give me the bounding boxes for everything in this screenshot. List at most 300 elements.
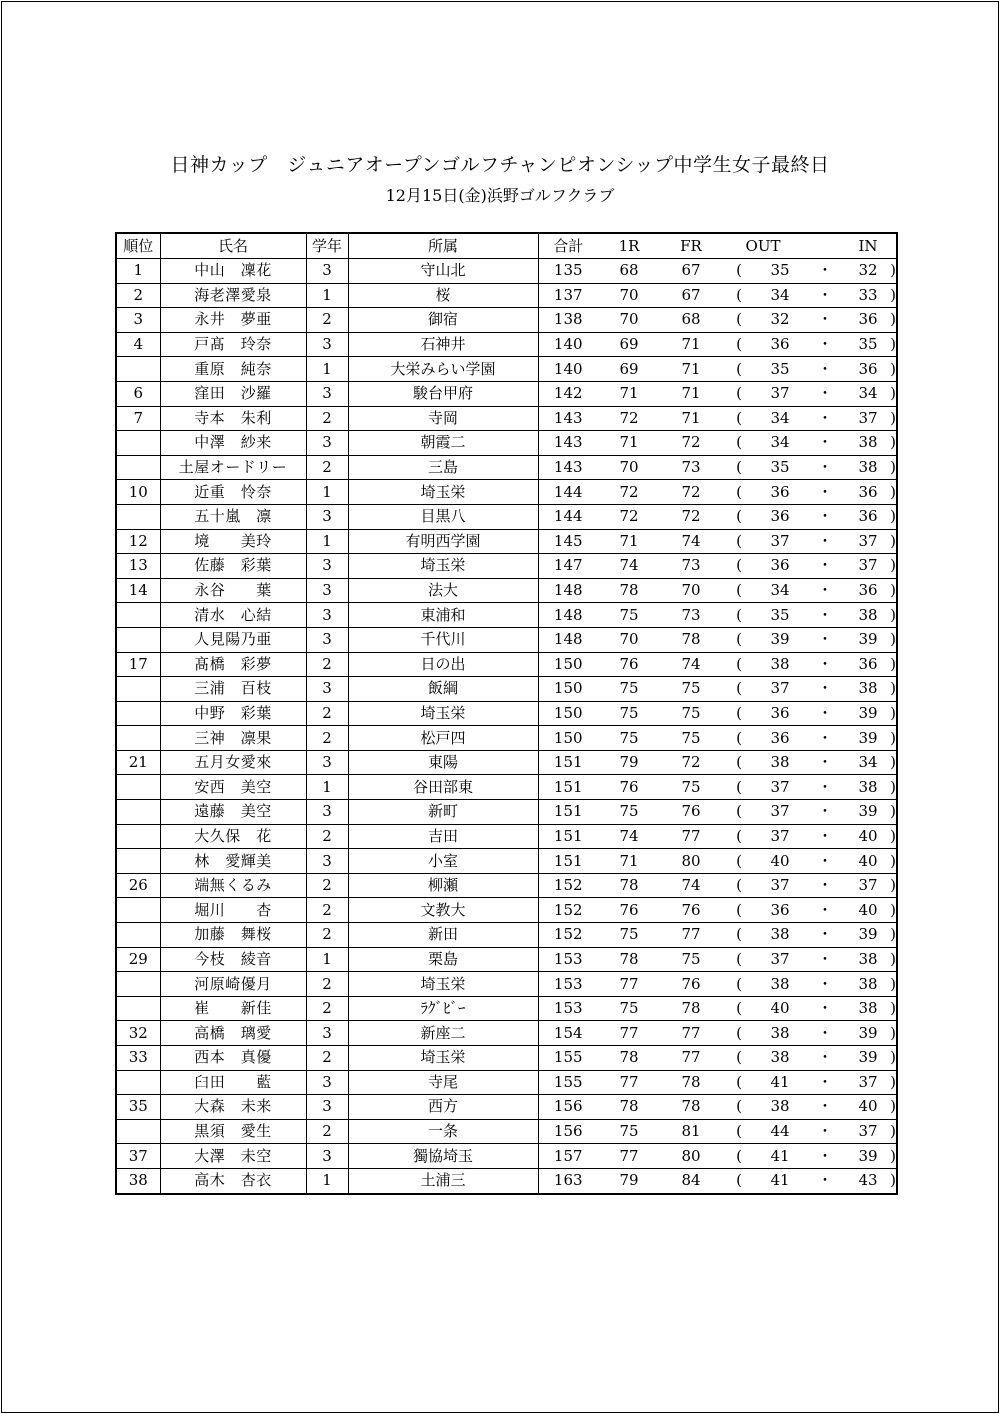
paren-open: ( [722,1144,756,1169]
paren-close: ) [890,1070,897,1095]
cell-in: 39 [846,1021,890,1046]
paren-close: ) [890,357,897,382]
table-row [116,1070,897,1095]
cell-club: 寺尾 [348,1070,538,1095]
cell-rank [116,996,160,1021]
cell-final-round: 72 [660,504,722,529]
cell-name: 近重 怜奈 [160,480,306,505]
paren-close: ) [890,578,897,603]
paren-open: ( [722,381,756,406]
cell-in: 36 [846,578,890,603]
cell-name: 高橋 璃愛 [160,1021,306,1046]
cell-club: 埼玉栄 [348,701,538,726]
cell-grade: 2 [306,455,348,480]
table-row [116,677,897,702]
paren-close: ) [890,1171,896,1190]
separator-dot: ・ [804,332,846,357]
header-row [116,233,897,259]
cell-out: 36 [756,701,804,726]
cell-total: 163 [553,1171,583,1190]
cell-total: 154 [538,1021,598,1046]
cell-name: 中山 凜花 [160,259,306,284]
cell-in: 37 [846,554,890,579]
table-row [116,332,897,357]
table-row [116,431,897,456]
paren-open: ( [722,923,756,948]
paren-close: ) [890,603,897,628]
table-row [116,554,897,579]
cell-in: 38 [846,947,890,972]
table-row [116,873,897,898]
cell-club: 三島 [348,455,538,480]
paren-close: ) [890,455,897,480]
cell-grade: 2 [306,996,348,1021]
cell-out: 36 [756,898,804,923]
cell-in: 39 [846,627,890,652]
cell-name: 大澤 未空 [160,1144,306,1169]
cell-out: 37 [756,677,804,702]
table-row [116,455,897,480]
separator-dot: ・ [804,677,846,702]
table-row [116,972,897,997]
cell-club: 石神井 [348,332,538,357]
paren-close: ) [890,775,897,800]
cell-total: 140 [538,332,598,357]
cell-out: 38 [756,923,804,948]
cell-out: 41 [756,1070,804,1095]
cell-grade: 3 [306,627,348,652]
cell-name: 三浦 百枝 [160,677,306,702]
cell-final-round: 77 [660,923,722,948]
separator-dot: ・ [817,1171,833,1190]
cell-final-round: 71 [660,406,722,431]
cell-rank: 21 [116,750,160,775]
cell-name: 高木 杏衣 [160,1168,306,1193]
cell-round1: 74 [598,554,660,579]
cell-final-round: 78 [660,1070,722,1095]
cell-club: 御宿 [348,308,538,333]
cell-in: 35 [846,332,890,357]
table-row [116,824,897,849]
header-rank: 順位 [116,233,160,259]
cell-round1: 72 [598,480,660,505]
cell-club: 新田 [348,923,538,948]
cell-grade: 3 [306,677,348,702]
cell-club: 西方 [348,1095,538,1120]
cell-club: 桜 [348,283,538,308]
table-row [116,603,897,628]
cell-total: 148 [538,603,598,628]
paren-open: ( [722,259,756,284]
cell-round1: 78 [598,578,660,603]
cell-in: 39 [846,923,890,948]
cell-total: 156 [538,1095,598,1120]
cell-name: 今枝 綾音 [160,947,306,972]
cell-rank: 1 [116,259,160,284]
paren-open: ( [722,332,756,357]
paren-close: ) [890,332,897,357]
cell-name: 大森 未来 [160,1095,306,1120]
cell-in: 38 [846,677,890,702]
cell-name: 寺本 朱利 [160,406,306,431]
paren-close: ) [890,726,897,751]
cell-rank: 29 [116,947,160,972]
cell-total: 148 [538,578,598,603]
cell-final-round: 78 [660,1095,722,1120]
cell-grade: 2 [306,923,348,948]
cell-club: 埼玉栄 [348,480,538,505]
cell-rank [116,1119,160,1144]
table-row [116,1095,897,1120]
cell-round1: 71 [598,431,660,456]
cell-rank [116,431,160,456]
cell-rank [116,455,160,480]
cell-total: 151 [538,824,598,849]
cell-round1: 70 [598,627,660,652]
cell-total: 150 [538,652,598,677]
separator-dot: ・ [804,849,846,874]
cell-grade: 1 [306,357,348,382]
cell-club: 土浦三 [348,1168,538,1193]
cell-grade: 3 [306,750,348,775]
cell-name: 三神 凛果 [160,726,306,751]
paren-open: ( [722,750,756,775]
cell-in: 36 [846,308,890,333]
cell-round1: 78 [598,1095,660,1120]
cell-club: 朝霞二 [348,431,538,456]
paren-close: ) [890,554,897,579]
table-row [116,627,897,652]
cell-round1: 77 [598,1021,660,1046]
header-in: IN [846,233,890,259]
cell-club: 埼玉栄 [348,1046,538,1071]
paren-open: ( [722,578,756,603]
paren-close: ) [890,873,897,898]
cell-final-round: 75 [660,726,722,751]
paren-open: ( [722,603,756,628]
cell-grade: 1 [306,480,348,505]
cell-total: 156 [538,1119,598,1144]
cell-rank: 32 [116,1021,160,1046]
cell-in: 43 [858,1171,878,1190]
separator-dot: ・ [804,775,846,800]
paren-open: ( [722,308,756,333]
table-row [116,1021,897,1046]
cell-total: 144 [538,480,598,505]
cell-out: 37 [756,381,804,406]
cell-out: 37 [756,947,804,972]
cell-rank [116,603,160,628]
cell-in: 37 [846,1070,890,1095]
header-fr: FR [660,233,722,259]
cell-grade: 1 [306,529,348,554]
header-grade: 学年 [306,233,348,259]
cell-out: 37 [756,775,804,800]
cell-out: 40 [756,996,804,1021]
cell-rank: 6 [116,381,160,406]
cell-rank [116,923,160,948]
paren-open: ( [722,1046,756,1071]
cell-rank: 2 [116,283,160,308]
paren-close: ) [890,308,897,333]
cell-in: 39 [846,800,890,825]
paren-close: ) [890,529,897,554]
cell-grade: 1 [306,283,348,308]
cell-club: 獨協埼玉 [348,1144,538,1169]
table-row [116,308,897,333]
cell-grade: 2 [306,972,348,997]
cell-rank [116,627,160,652]
cell-round1: 70 [598,308,660,333]
separator-dot: ・ [804,259,846,284]
cell-grade: 2 [306,308,348,333]
cell-total: 152 [538,898,598,923]
paren-close: ) [890,1119,897,1144]
separator-dot: ・ [804,504,846,529]
table-row [116,578,897,603]
paren-close: ) [890,259,897,284]
paren-open: ( [722,504,756,529]
cell-name: 中野 彩葉 [160,701,306,726]
cell-in: 36 [846,357,890,382]
cell-grade: 3 [306,504,348,529]
cell-club: 松戸四 [348,726,538,751]
table-row [116,1119,897,1144]
cell-final-round: 72 [660,431,722,456]
cell-final-round: 68 [660,308,722,333]
separator-dot: ・ [804,529,846,554]
cell-in: 34 [846,750,890,775]
header-r1: 1R [598,233,660,259]
cell-final-round: 75 [660,677,722,702]
cell-club: 谷田部東 [348,775,538,800]
cell-total: 144 [538,504,598,529]
cell-grade: 1 [306,947,348,972]
cell-round1: 76 [598,775,660,800]
cell-out: 39 [756,627,804,652]
cell-final-round: 74 [660,529,722,554]
paren-open: ( [722,1070,756,1095]
header-club: 所属 [348,233,538,259]
paren-close: ) [890,996,897,1021]
cell-rank [116,800,160,825]
cell-final-round: 84 [681,1171,701,1190]
cell-rank [116,701,160,726]
cell-out: 34 [756,283,804,308]
paren-close: ) [890,504,897,529]
cell-round1: 69 [598,332,660,357]
cell-name: 窪田 沙羅 [160,381,306,406]
cell-club: 目黒八 [348,504,538,529]
cell-round1: 70 [598,283,660,308]
cell-club: 千代川 [348,627,538,652]
cell-final-round: 75 [660,775,722,800]
separator-dot: ・ [804,652,846,677]
cell-total: 152 [538,873,598,898]
cell-final-round: 77 [660,1046,722,1071]
cell-in: 39 [846,701,890,726]
separator-dot: ・ [804,554,846,579]
cell-final-round: 78 [660,627,722,652]
cell-rank [116,824,160,849]
cell-round1: 75 [598,1119,660,1144]
cell-in: 36 [846,480,890,505]
cell-round1: 72 [598,504,660,529]
cell-in: 40 [846,849,890,874]
cell-out: 41 [770,1171,790,1190]
cell-club: 東陽 [348,750,538,775]
separator-dot: ・ [804,627,846,652]
paren-open: ( [722,775,756,800]
cell-total: 151 [538,750,598,775]
cell-out: 36 [756,332,804,357]
cell-round1: 71 [598,849,660,874]
table-row [116,1046,897,1071]
table-row [116,898,897,923]
cell-grade: 3 [306,1070,348,1095]
table-row [116,529,897,554]
cell-grade: 2 [306,406,348,431]
cell-total: 138 [538,308,598,333]
cell-rank: 14 [116,578,160,603]
cell-final-round: 74 [660,873,722,898]
cell-round1: 75 [598,701,660,726]
cell-final-round: 67 [660,283,722,308]
separator-dot: ・ [804,431,846,456]
cell-round1: 75 [598,996,660,1021]
cell-grade: 3 [306,554,348,579]
cell-final-round: 81 [660,1119,722,1144]
cell-total: 142 [538,381,598,406]
cell-out: 34 [756,578,804,603]
cell-round1: 70 [598,455,660,480]
cell-club: 小室 [348,849,538,874]
table-row [116,504,897,529]
cell-name: 五月女愛來 [160,750,306,775]
cell-name: 海老澤愛泉 [160,283,306,308]
separator-dot: ・ [804,800,846,825]
separator-dot: ・ [804,308,846,333]
cell-club: 守山北 [348,259,538,284]
separator-dot: ・ [804,701,846,726]
paren-open: ( [722,849,756,874]
separator-dot: ・ [804,726,846,751]
cell-round1: 75 [598,726,660,751]
cell-name: 五十嵐 凛 [160,504,306,529]
separator-dot: ・ [804,357,846,382]
paren-close: ) [890,800,897,825]
cell-total: 157 [538,1144,598,1169]
cell-round1: 72 [598,406,660,431]
cell-out: 44 [756,1119,804,1144]
separator-dot: ・ [804,578,846,603]
cell-total: 143 [538,455,598,480]
separator-dot: ・ [804,381,846,406]
cell-out: 36 [756,480,804,505]
cell-rank: 13 [116,554,160,579]
paren-open: ( [722,824,756,849]
cell-grade: 2 [306,898,348,923]
cell-total: 153 [538,947,598,972]
cell-name: 堀川 杏 [160,898,306,923]
table-row [116,1168,897,1193]
paren-close: ) [890,652,897,677]
separator-dot: ・ [804,923,846,948]
cell-name: 端無くるみ [160,873,306,898]
cell-out: 37 [756,800,804,825]
cell-rank: 12 [116,529,160,554]
cell-total: 153 [538,972,598,997]
cell-final-round: 76 [660,800,722,825]
paren-close: ) [890,923,897,948]
cell-rank: 33 [116,1046,160,1071]
cell-out: 32 [756,308,804,333]
cell-club: 大栄みらい学園 [348,357,538,382]
cell-total: 151 [538,775,598,800]
cell-club: 吉田 [348,824,538,849]
separator-dot: ・ [804,947,846,972]
cell-name: 崔 新佳 [160,996,306,1021]
cell-total: 150 [538,677,598,702]
cell-name: 臼田 藍 [160,1070,306,1095]
paren-close: ) [890,947,897,972]
page-subtitle: 12月15日(金)浜野ゴルフクラブ [385,186,615,205]
paren-open: ( [722,480,756,505]
paren-open: ( [722,652,756,677]
paren-close: ) [890,1021,897,1046]
cell-club: 飯綱 [348,677,538,702]
cell-final-round: 78 [660,996,722,1021]
cell-club: 埼玉栄 [348,972,538,997]
cell-grade: 1 [306,1168,348,1193]
paren-close: ) [890,431,897,456]
paren-open: ( [722,947,756,972]
header-name: 氏名 [160,233,306,259]
cell-name: 西本 真優 [160,1046,306,1071]
header-spacer [804,233,846,259]
cell-final-round: 67 [660,259,722,284]
cell-final-round: 71 [660,357,722,382]
cell-club: 新座二 [348,1021,538,1046]
cell-final-round: 71 [660,381,722,406]
cell-name: 安西 美空 [160,775,306,800]
cell-rank [116,849,160,874]
cell-rank: 10 [116,480,160,505]
paren-close: ) [890,1046,897,1071]
table-row [116,701,897,726]
cell-total: 143 [538,406,598,431]
cell-in: 38 [846,431,890,456]
cell-round1: 75 [598,800,660,825]
separator-dot: ・ [804,750,846,775]
cell-in: 38 [846,996,890,1021]
cell-total: 152 [538,923,598,948]
separator-dot: ・ [804,406,846,431]
separator-dot: ・ [804,1119,846,1144]
cell-total: 155 [538,1070,598,1095]
paren-close: ) [890,381,897,406]
cell-total: 150 [538,701,598,726]
cell-final-round: 71 [660,332,722,357]
cell-name: 遠藤 美空 [160,800,306,825]
cell-rank: 7 [116,406,160,431]
paren-close: ) [890,406,897,431]
paren-open: ( [722,996,756,1021]
cell-final-round: 72 [660,750,722,775]
cell-round1: 78 [598,873,660,898]
cell-in: 37 [846,873,890,898]
table-row [116,849,897,874]
